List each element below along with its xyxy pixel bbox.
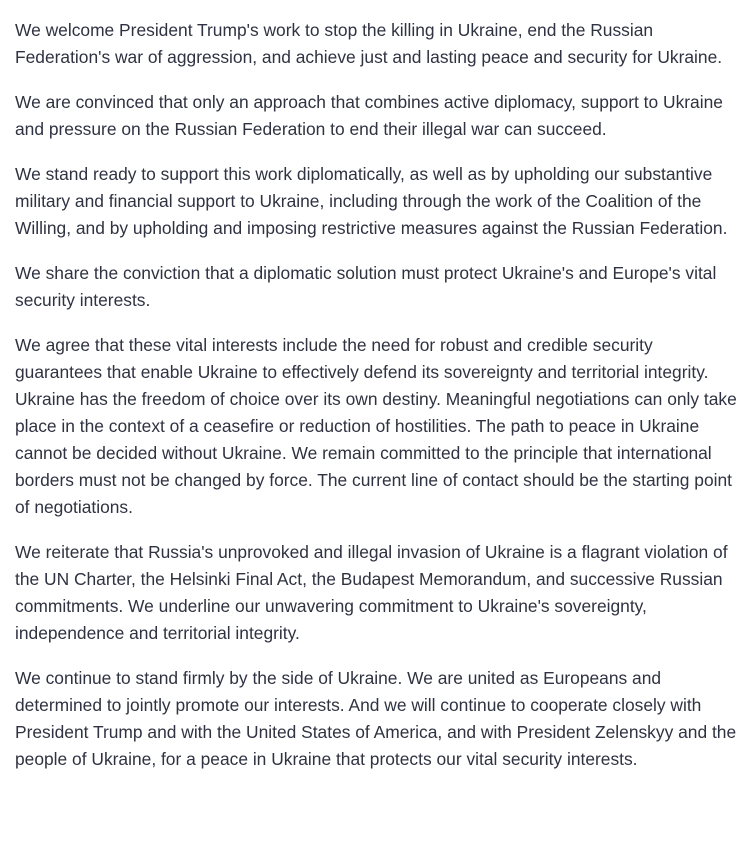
- paragraph-2: We are convinced that only an approach that combines active diplomacy, support to Ukraine and pressure on the Russian Federation to end their illegal war can succeed.: [15, 92, 723, 139]
- paragraph-3: We stand ready to support this work diplomatically, as well as by upholding our substantive military and financial support to Ukraine, including through the work of the Coalition of the Willing, and by upholding and imposing restrictive measures against the Russian Federation.: [15, 164, 728, 238]
- paragraph-7: We continue to stand firmly by the side of Ukraine. We are united as Europeans and determined to jointly promote our interests. And we will continue to cooperate closely with President Trump and with the United States of America, and with President Zelenskyy and the people of Ukraine, for a peace in Ukraine that protects our vital security interests.: [15, 668, 737, 769]
- paragraph-1: We welcome President Trump's work to stop the killing in Ukraine, end the Russian Federation's war of aggression, and achieve just and lasting peace and security for Ukraine.: [15, 20, 723, 67]
- paragraph-6: We reiterate that Russia's unprovoked and illegal invasion of Ukraine is a flagrant violation of the UN Charter, the Helsinki Final Act, the Budapest Memorandum, and successive Russian commitments. We underline our unwavering commitment to Ukraine's sovereignty, independence and territorial integrity.: [15, 542, 728, 643]
- paragraph-4: We share the conviction that a diplomatic solution must protect Ukraine's and Europe's vital security interests.: [15, 263, 717, 310]
- paragraph-5: We agree that these vital interests include the need for robust and credible security guarantees that enable Ukraine to effectively defend its sovereignty and territorial integrity. Ukraine has the freedom of choice over its own destiny. Meaningful negotiations can only take place in the context of a ceasefire or reduction of hostilities. The path to peace in Ukraine cannot be decided without Ukraine. We remain committed to the principle that international borders must not be changed by force. The current line of contact should be the starting point of negotiations.: [15, 335, 737, 517]
